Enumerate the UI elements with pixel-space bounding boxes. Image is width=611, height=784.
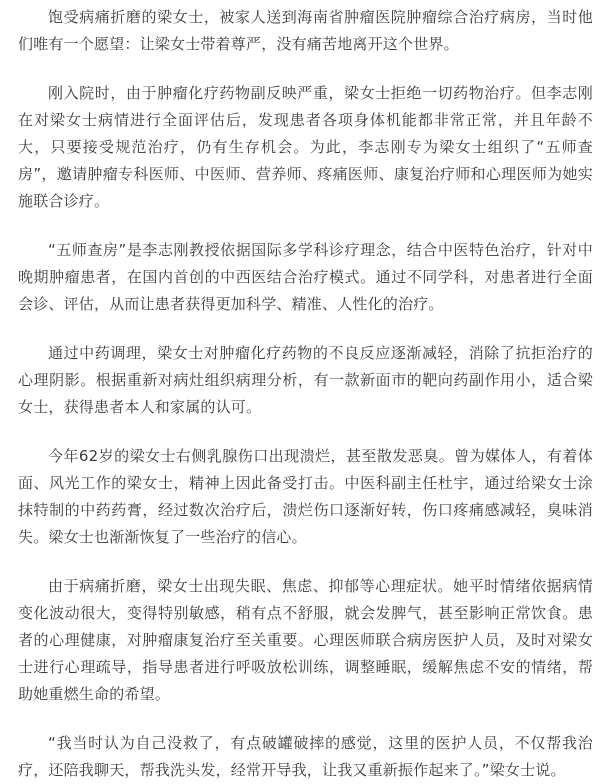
paragraph-wound-care: 今年62岁的梁女士右侧乳腺伤口出现溃烂，甚至散发恶臭。曾为媒体人，有着体面、风光工作的梁女士，精神上因此备受打击。中医科副主任杜宇，通过给梁女士涂抹特制的中药药膏，经过数次治疗后，溃烂伤口逐渐好转，伤口疼痛感减轻，臭味消失。梁女士也渐渐恢复了一些治疗的信心。 <box>18 447 593 546</box>
paragraph-psychological-care: 由于病痛折磨，梁女士出现失眠、焦虑、抑郁等心理症状。她平时情绪依据病情变化波动很大，变得特别敏感，稍有点不舒服，就会发脾气，甚至影响正常饮食。患者的心理健康，对肿瘤康复治疗至关重要。心理医师联合病房医护人员，及时对梁女士进行心理疏导，指导患者进行呼吸放松训练，调整睡眠，缓解焦虑不安的情绪，帮助她重燃生命的希望。 <box>18 577 593 703</box>
paragraph-intro: 饱受病痛折磨的梁女士，被家人送到海南省肿瘤医院肿瘤综合治疗病房，当时他们唯有一个愿望：让梁女士带着尊严，没有痛苦地离开这个世界。 <box>18 8 593 53</box>
paragraph-herbal-therapy: 通过中药调理，梁女士对肿瘤化疗药物的不良反应逐渐减轻，消除了抗拒治疗的心理阴影。根据重新对病灶组织病理分析，有一款新面市的靶向药副作用小，适合梁女士，获得患者本人和家属的认可。 <box>18 344 593 416</box>
paragraph-five-specialists: “五师查房”是李志刚教授依据国际多学科诊疗理念，结合中医特色治疗，针对中晚期肿瘤患者，在国内首创的中西医结合治疗模式。通过不同学科，对患者进行全面会诊、评估，从而让患者获得更加科学、精准、人性化的治疗。 <box>18 241 593 313</box>
paragraph-patient-quote: “我当时认为自己没救了，有点破罐破摔的感觉，这里的医护人员，不仅帮我治疗，还陪我聊天，帮我洗头发，经常开导我，让我又重新振作起来了。”梁女士说。 <box>18 734 593 779</box>
paragraph-admission: 刚入院时，由于肿瘤化疗药物副反映严重，梁女士拒绝一切药物治疗。但李志刚在对梁女士病情进行全面评估后，发现患者各项身体机能都非常正常，并且年龄不大，只要接受规范治疗，仍有生存机会。为此，李志刚专为梁女士组织了“五师查房”，邀请肿瘤专科医师、中医师、营养师、疼痛医师、康复治疗师和心理医师为她实施联合诊疗。 <box>18 84 593 210</box>
